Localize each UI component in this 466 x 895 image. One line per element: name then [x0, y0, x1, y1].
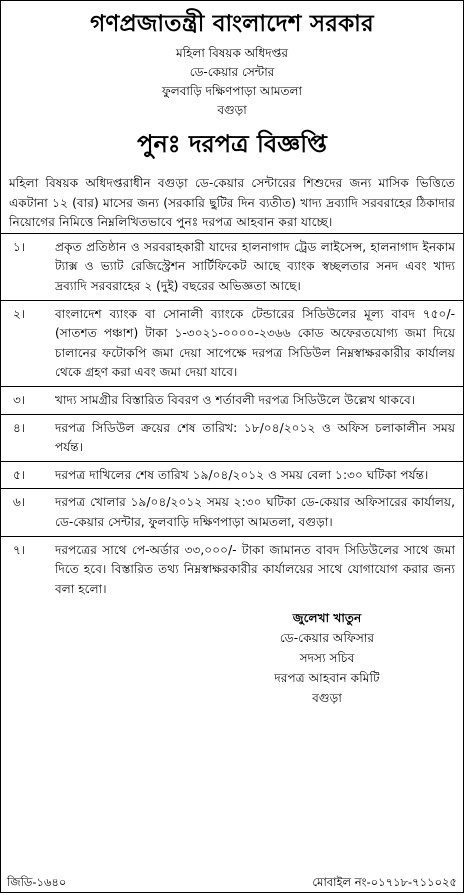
signature-place: বগুড়া — [312, 691, 342, 706]
committee-name: দরপত্র আহবান কমিটি — [274, 671, 380, 686]
item-number: ৪। — [13, 420, 26, 435]
list-item — [1, 386, 463, 414]
signatory-role: সদস্য সচিব — [299, 651, 355, 666]
center-address: ফুলবাড়ি দক্ষিণপাড়া আমতলা — [162, 84, 302, 98]
department-name: মহিলা বিষয়ক অধিদপ্তর — [176, 46, 288, 60]
item-text: দরপত্রের সাথে পে-অর্ডার ৩৩,০০০/- টাকা জামানত বাবদ সিডিউলের সাথে জমা দিতে হবে। বিস্তারিত তথ্য নিম্নস্বাক্ষরকারীর কার্যালয়ের সাথে যোগাযোগ করার জন্য বলা হলো। — [55, 542, 455, 596]
item-text: দরপত্র খোলার ১৯/০৪/২০১২ সময় ২:৩০ ঘটিকা ডে-কেয়ার অফিসারের কার্যালয়, ডে-কেয়ার সেন্টার, ফুলবাড়ি দক্ষিণপাড়া আমতলা, বগুড়া। — [55, 495, 455, 529]
footer — [1, 872, 463, 892]
list-item — [1, 233, 463, 300]
government-title: গণপ্রজাতন্ত্রী বাংলাদেশ সরকার — [90, 11, 374, 37]
notice-title: পুনঃ দরপত্র বিজ্ঞপ্তি — [137, 130, 327, 158]
list-item — [1, 300, 463, 386]
item-text: প্রকৃত প্রতিষ্ঠান ও সরবরাহকারী যাদের হালনাগাদ ট্রেড লাইসেন্স, হালনাগাদ ইনকাম ট্যাক্স ও ভ্যাট রেজিস্ট্রেশন সার্টিফিকেট আছে ব্যাংক স্বচ্ছলতার সনদ এবং খাদ্য দ্রব্যাদি সরবরাহের ২ (দুই) বছরের অভিজ্ঞতা আছে। — [55, 239, 455, 293]
item-text: দরপত্র সিডিউল ক্রয়ের শেষ তারিখ: ১৮/০৪/২০১২ ও অফিস চলাকালীন সময় পর্যন্ত। — [55, 420, 455, 455]
item-text: দরপত্র দাখিলের শেষ তারিখ ১৯/০৪/২০১২ ও সময় বেলা ১:৩০ ঘটিকা পর্যন্ত। — [55, 467, 429, 482]
signatory-designation: ডে-কেয়ার অফিসার — [279, 631, 375, 646]
item-text: খাদ্য সামগ্রীর বিস্তারিত বিবরণ ও শর্তাবলী দরপত্র সিডিউলে উল্লেখ থাকবে। — [55, 392, 416, 407]
district-name: বগুড়া — [217, 103, 247, 117]
item-number: ৭। — [13, 542, 26, 557]
center-name: ডে-কেয়ার সেন্টার — [189, 65, 275, 79]
item-number: ২। — [13, 306, 26, 321]
gd-code: জিডি-১৬৪০ — [7, 875, 67, 889]
item-number: ৩। — [13, 392, 26, 407]
item-number: ৫। — [13, 467, 26, 482]
signatory-name: জুলেখা খাতুন — [292, 611, 362, 626]
list-item — [1, 488, 463, 535]
item-number: ৬। — [13, 495, 26, 510]
list-item — [1, 414, 463, 461]
item-text: বাংলাদেশ ব্যাংক বা সোনালী ব্যাংকে টেন্ডারের সিডিউলের মূল্য বাবদ ৭৫০/- (সাতশত পঞ্চাশ) টাকা ১-৩০২১-০০০০-২৩৬৬ কোড অফেরতযোগ্য জমা দিয়ে চালানের ফটোকপি জমা দেয়া সাপেক্ষে দরপত্র সিডিউল নিম্নস্বাক্ষরকারীর কার্যালয় থেকে গ্রহণ করা এবং জমা দেয়া যাবে। — [55, 306, 455, 380]
list-item — [1, 536, 463, 603]
terms-list — [1, 233, 463, 603]
intro-paragraph: মহিলা বিষয়ক অধিদপ্তরাধীন বগুড়া ডে-কেয়ার সেন্টারের শিশুদের জন্য মাসিক ভিত্তিতে একটানা ১২ (বার) মাসের জন্য (সরকারি ছুটির দিন ব্যতীত) খাদ্য দ্রব্যাদি সরবরাহের ঠিকাদার নিয়োগের নিমিত্তে নিম্নলিখিতভাবে পুনঃ দরপত্র আহবান করা যাচ্ছে। — [9, 176, 455, 230]
mobile-number: মোবাইল নং-০১৭১৮-৭১১০২৫ — [312, 875, 457, 889]
item-number: ১। — [13, 239, 26, 254]
header — [1, 5, 463, 120]
list-item — [1, 461, 463, 489]
signature-block — [191, 608, 463, 708]
